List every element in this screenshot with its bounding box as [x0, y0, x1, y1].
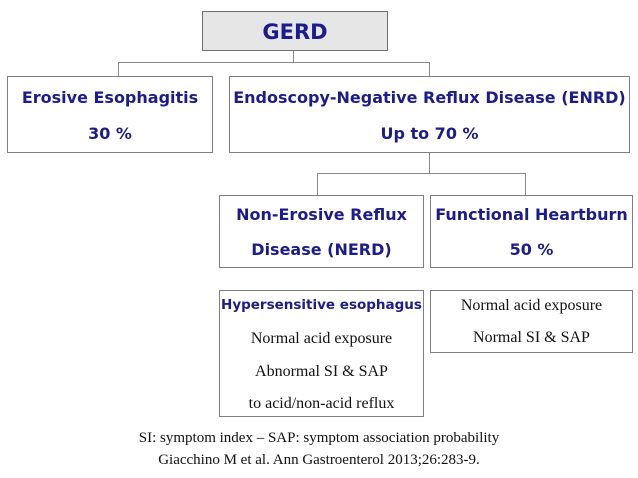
- enrd-box: [229, 76, 630, 153]
- hypersensitive-esophagus-title: Hypersensitive esophagus: [221, 297, 422, 313]
- connector-root-down: [293, 51, 294, 62]
- functional-heartburn-detail-box: [430, 290, 633, 353]
- gerd-title: GERD: [262, 20, 328, 44]
- connector-level2-horizontal: [317, 173, 525, 174]
- connector-to-enrd: [429, 62, 430, 76]
- nerd-title-line2: Disease (NERD): [251, 240, 392, 259]
- hypersensitive-detail-line: Abnormal SI & SAP: [255, 363, 388, 380]
- erosive-esophagitis-box: [7, 76, 213, 153]
- gerd-box: [202, 11, 388, 51]
- functional-heartburn-percent: 50 %: [509, 240, 554, 259]
- hypersensitive-detail-line: to acid/non-acid reflux: [248, 395, 395, 412]
- hypersensitive-detail-line: Normal acid exposure: [250, 330, 393, 347]
- nerd-box: [219, 195, 424, 268]
- connector-to-functional: [525, 173, 526, 195]
- connector-enrd-down: [429, 153, 430, 173]
- functional-detail-line: Normal SI & SAP: [473, 329, 590, 346]
- nerd-title-line1: Non-Erosive Reflux: [236, 205, 407, 224]
- functional-heartburn-box: [430, 195, 633, 268]
- enrd-title: Endoscopy-Negative Reflux Disease (ENRD): [233, 88, 626, 107]
- connector-to-nerd: [317, 173, 318, 195]
- abbreviation-footnote: SI: symptom index – SAP: symptom association probability: [138, 430, 500, 446]
- hypersensitive-esophagus-box: [219, 290, 424, 417]
- citation-footnote: Giacchino M et al. Ann Gastroenterol 2013;26:283-9.: [158, 452, 480, 468]
- erosive-esophagitis-percent: 30 %: [88, 124, 132, 143]
- functional-heartburn-title: Functional Heartburn: [435, 205, 628, 224]
- erosive-esophagitis-title: Erosive Esophagitis: [21, 88, 199, 107]
- enrd-percent: Up to 70 %: [380, 124, 479, 143]
- connector-to-erosive: [118, 62, 119, 76]
- connector-level1-horizontal: [118, 62, 429, 63]
- functional-detail-line: Normal acid exposure: [460, 297, 603, 314]
